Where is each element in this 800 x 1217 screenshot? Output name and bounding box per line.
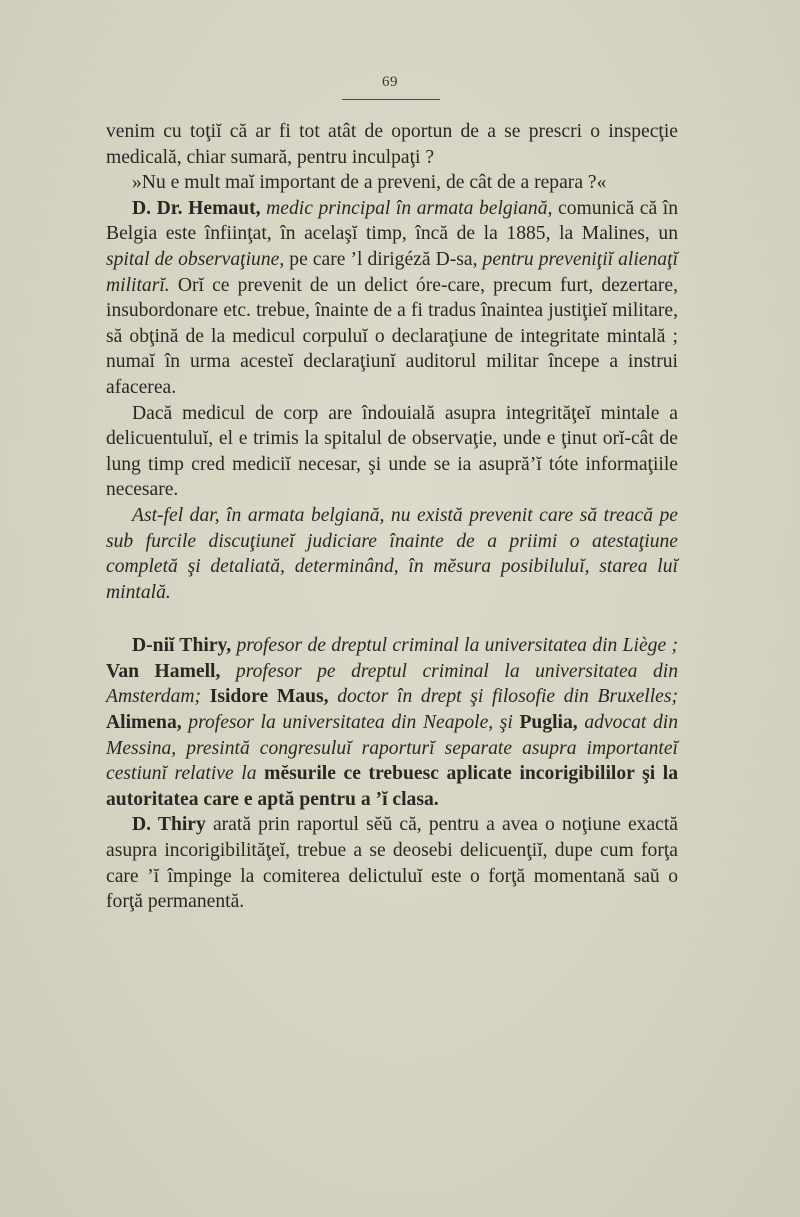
text-run: profesor de dreptul criminal la universitatea din Liège ; [236,635,678,657]
text-run: profesor pe dreptul criminal la universitatea din Amsterdam; [106,660,678,708]
text-run: »Nu e mult maĭ important de a preveni, de cât de a repara ?« [132,172,607,194]
text-run: Orĭ ce prevenit de un delict óre-care, precum furt, dezertare, insubordonare etc. trebue, înainte de a fi tradus înaintea justiţieĭ militare, să obţină de la medicul corpuluĭ o declaraţiune de integritate mintală ; numaĭ în urma acesteĭ declaraţiunĭ auditorul militar începe a instrui afacerea. [106,274,678,398]
text-run: Van Hamell, [106,660,236,682]
text-run: Ast-fel dar, în armata belgiană, nu există prevenit care să treacă pe sub furcile discuţiuneĭ judiciare înainte de a priimi o atestaţiune completă şi detaliată, determinând, în mĕsura posibiluluĭ, starea luĭ mintală. [106,504,678,603]
text-run: venim cu toţiĭ că ar fi tot atât de oportun de a se prescri o inspecţie medicală, chiar sumară, pentru inculpaţi ? [106,121,678,168]
body-text [106,119,678,915]
text-run: advocat din Messina, presintă congresuluĭ raporturĭ separate asupra importanteĭ cestiunĭ relative la [106,712,678,785]
text-run: arată prin raportul sĕŭ că, pentru a avea o noţiune exactă asupra incorigibilităţeĭ, trebue a se deosebi delicuenţiĭ, dupe cum forţa care ’ĭ împinge la comiterea delictuluĭ este o forţă momentană saŭ o forţă permanentă. [106,814,678,913]
paragraph-3 [106,196,678,401]
text-run: doctor în drept şi filosofie din Bruxelles; [337,686,678,708]
text-run: medic principal în armata belgiană, [266,197,553,219]
paragraph-5 [106,503,678,605]
paragraph-2 [106,170,678,196]
text-run: comunică că în Belgia este înfiinţat, în acelaşĭ timp, încă de la 1885, la Malines, un [106,197,678,245]
text-run: Isidore Maus, [209,686,338,708]
page-number: 69 [382,74,398,90]
paragraph-1 [106,119,678,170]
text-run: D. Thiry [132,814,213,836]
text-run: D-niĭ Thiry, [132,635,237,657]
paragraph-4 [106,401,678,503]
text-run: Puglia, [519,712,585,734]
header-rule [342,99,440,100]
text-run: Alimena, [106,712,189,734]
text-run: spital de observaţiune, [106,248,285,270]
text-run: pe care ’l dirigéză D-sa, [284,248,483,270]
text-run: D. Dr. Hemaut, [132,197,267,219]
text-run: Dacă medicul de corp are îndouială asupra integrităţeĭ mintale a delicuentuluĭ, el e trimis la spitalul de observaţie, unde e ţinut orĭ-cât de lung timp cred mediciĭ necesar, şi unde se ia asupră’ĭ tóte informaţiile necesare. [106,402,678,501]
text-run: mĕsurile ce trebuesc aplicate incorigibililor şi la autoritatea care e aptă pentru a ’ĭ clasa. [106,763,678,810]
text-run: profesor la universitatea din Neapole, şi [188,712,520,734]
paragraph-7 [106,812,678,914]
text-run: pentru preveniţiĭ alienaţĭ militarĭ. [106,248,678,296]
paragraph-6 [106,633,678,812]
